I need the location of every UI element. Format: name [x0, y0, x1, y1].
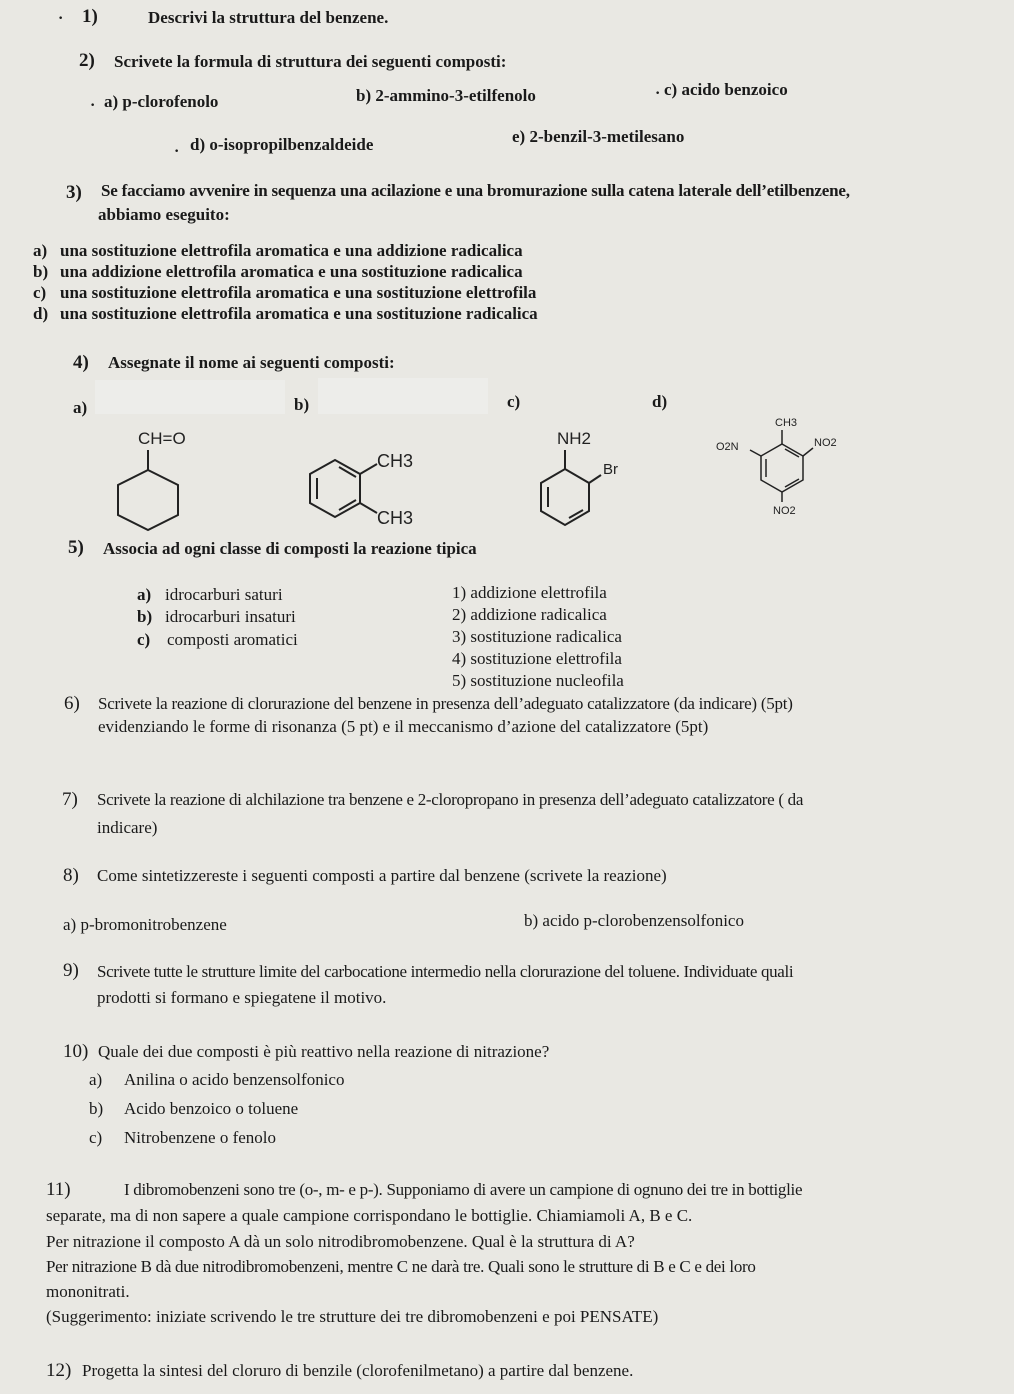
q12-number: 12) — [46, 1360, 72, 1381]
q5-class-b: idrocarburi insaturi — [165, 607, 296, 626]
structure-d-left-group: O2N — [716, 441, 739, 453]
q10-option-a: Anilina o acido benzensolfonico — [124, 1070, 345, 1089]
bullet-mark: · — [57, 5, 65, 30]
q10-option-b: Acido benzoico o toluene — [124, 1099, 299, 1118]
answer-box — [95, 380, 285, 414]
structure-c-molecule — [535, 425, 645, 535]
q8-item-a: a) p-bromonitrobenzene — [63, 915, 227, 934]
bullet-mark: · — [173, 138, 181, 163]
structure-b-top-group: CH3 — [377, 451, 414, 471]
q11-line5: mononitrati. — [46, 1282, 130, 1301]
q6-number: 6) — [64, 693, 80, 714]
q2-item-e: e) 2-benzil-3-metilesano — [512, 127, 685, 146]
q2-item-c: c) acido benzoico — [664, 80, 788, 99]
q5-text: Associa ad ogni classe di composti la reazione tipica — [103, 539, 477, 558]
q3-line1: Se facciamo avvenire in sequenza una acilazione e una bromurazione sulla catena laterale dell’etilbenzene, — [101, 181, 850, 200]
q10-text: Quale dei due composti è più reattivo nella reazione di nitrazione? — [98, 1042, 550, 1061]
q10-option-b-letter: b) — [89, 1099, 104, 1118]
q9-line2: prodotti si formano e spiegatene il motivo. — [97, 988, 387, 1007]
q7-number: 7) — [62, 789, 78, 810]
q10-option-c-letter: c) — [89, 1128, 103, 1147]
q7-line1: Scrivete la reazione di alchilazione tra benzene e 2-cloropropano in presenza dell’adeguato catalizzatore ( da — [97, 790, 804, 809]
q5-class-c: composti aromatici — [167, 630, 298, 649]
q3-option-a-letter: a) — [33, 241, 48, 260]
q5-class-a: idrocarburi saturi — [165, 585, 283, 604]
q2-item-b: b) 2-ammino-3-etilfenolo — [356, 86, 536, 105]
q8-item-b: b) acido p-clorobenzensolfonico — [524, 911, 744, 930]
structure-d-right-group: NO2 — [814, 437, 837, 449]
q10-option-a-letter: a) — [89, 1070, 103, 1089]
structure-c-top-group: NH2 — [557, 429, 592, 448]
q3-option-a: una sostituzione elettrofila aromatica e una addizione radicalica — [60, 241, 523, 260]
q11-number: 11) — [46, 1179, 71, 1200]
q5-reaction-5: 5) sostituzione nucleofila — [452, 671, 624, 690]
structure-d-top-group: CH3 — [775, 417, 798, 429]
q11-line4: Per nitrazione B dà due nitrodibromobenzeni, mentre C ne darà tre. Quali sono le strutture di B e C e dei loro — [46, 1257, 756, 1276]
answer-box — [318, 378, 488, 414]
q5-class-b-letter: b) — [137, 607, 153, 626]
q5-number: 5) — [68, 537, 84, 558]
structure-c-side-group: Br — [603, 461, 618, 478]
structure-a-group: CH=O — [138, 429, 186, 448]
q5-reaction-2: 2) addizione radicalica — [452, 605, 607, 624]
q6-line1: Scrivete la reazione di clorurazione del benzene in presenza dell’adeguato catalizzatore (da indicare) (5pt) — [98, 694, 793, 713]
q3-option-c-letter: c) — [33, 283, 47, 302]
q3-line2: abbiamo eseguito: — [98, 205, 230, 224]
structure-b-bottom-group: CH3 — [377, 508, 414, 528]
q7-line2: indicare) — [97, 818, 158, 837]
q8-text: Come sintetizzereste i seguenti composti a partire dal benzene (scrivete la reazione) — [97, 866, 667, 885]
q5-reaction-1: 1) addizione elettrofila — [452, 583, 607, 602]
bullet-mark: · — [89, 92, 97, 117]
q4-label-a: a) — [73, 398, 88, 417]
q4-label-b: b) — [294, 395, 310, 414]
q3-number: 3) — [66, 182, 82, 203]
structure-b-molecule — [305, 440, 445, 540]
q4-text: Assegnate il nome ai seguenti composti: — [108, 353, 395, 372]
bullet-mark: · — [654, 80, 662, 105]
q10-option-c: Nitrobenzene o fenolo — [124, 1128, 276, 1147]
q2-text: Scrivete la formula di struttura dei seguenti composti: — [114, 52, 507, 71]
q8-number: 8) — [63, 865, 79, 886]
structure-d-bottom-group: NO2 — [773, 505, 796, 517]
q11-line6: (Suggerimento: iniziate scrivendo le tre strutture dei tre dibromobenzeni e poi PENSATE) — [46, 1307, 659, 1326]
q3-option-b-letter: b) — [33, 262, 49, 281]
q2-item-a: a) p-clorofenolo — [104, 92, 219, 111]
q9-number: 9) — [63, 960, 79, 981]
structure-a-molecule — [108, 420, 198, 540]
q9-line1: Scrivete tutte le strutture limite del carbocatione intermedio nella clorurazione del toluene. Individuate quali — [97, 962, 794, 981]
q3-option-d-letter: d) — [33, 304, 49, 323]
structure-d-molecule — [710, 412, 860, 522]
q10-number: 10) — [63, 1041, 89, 1062]
q11-line3: Per nitrazione il composto A dà un solo nitrodibromobenzene. Qual è la struttura di A? — [46, 1232, 635, 1251]
q3-option-b: una addizione elettrofila aromatica e una sostituzione radicalica — [60, 262, 523, 281]
q5-class-c-letter: c) — [137, 630, 151, 649]
q5-reaction-3: 3) sostituzione radicalica — [452, 627, 622, 646]
q5-reaction-4: 4) sostituzione elettrofila — [452, 649, 622, 668]
q2-number: 2) — [79, 50, 95, 71]
q1-number: 1) — [82, 6, 98, 27]
q4-label-c: c) — [507, 392, 521, 411]
q3-option-d: una sostituzione elettrofila aromatica e una sostituzione radicalica — [60, 304, 538, 323]
q6-line2: evidenziando le forme di risonanza (5 pt) e il meccanismo d’azione del catalizzatore (5pt) — [98, 717, 709, 736]
q2-item-d: d) o-isopropilbenzaldeide — [190, 135, 374, 154]
q5-class-a-letter: a) — [137, 585, 152, 604]
q3-option-c: una sostituzione elettrofila aromatica e una sostituzione elettrofila — [60, 283, 537, 302]
q4-label-d: d) — [652, 392, 668, 411]
q12-text: Progetta la sintesi del cloruro di benzile (clorofenilmetano) a partire dal benzene. — [82, 1361, 634, 1380]
q1-text: Descrivi la struttura del benzene. — [148, 8, 389, 27]
q4-number: 4) — [73, 352, 89, 373]
q11-line2: separate, ma di non sapere a quale campione corrispondano le bottiglie. Chiamiamoli A, B e C. — [46, 1206, 693, 1225]
q11-line1: I dibromobenzeni sono tre (o-, m- e p-). Supponiamo di avere un campione di ognuno dei tre in bottiglie — [124, 1180, 803, 1199]
